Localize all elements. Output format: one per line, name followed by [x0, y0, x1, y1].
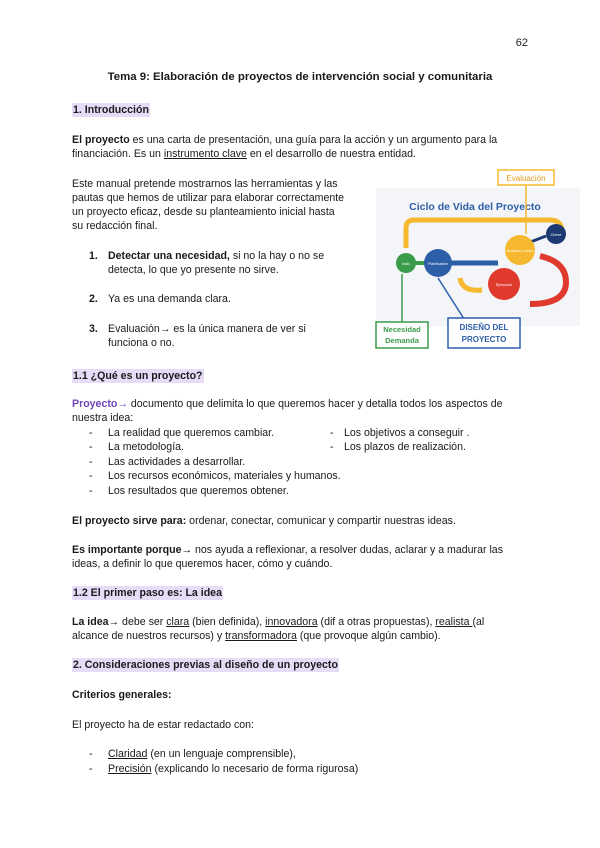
list-item: Claridad (en un lenguaje comprensible),	[108, 748, 296, 760]
bullet-dash: -	[89, 456, 93, 468]
bullet-dash: -	[330, 427, 334, 439]
list-number: 3.	[89, 323, 98, 335]
list-item: Los objetivos a conseguir .	[344, 427, 470, 439]
bullet-dash: -	[89, 748, 93, 760]
bullet-dash: -	[89, 427, 93, 439]
list-item: La metodología.	[108, 441, 184, 453]
list-item: Evaluación→ es la única manera de ver si	[108, 323, 306, 335]
list-item-continuation: funciona o no.	[108, 337, 175, 349]
list-item: Detectar una necesidad, si no la hay o no se	[108, 250, 325, 262]
bullet-dash: -	[89, 470, 93, 482]
cierre-label: Cierre	[550, 232, 562, 237]
diseno-label-1: DISEÑO DEL	[459, 323, 509, 332]
list-number: 1.	[89, 250, 98, 262]
inicio-label: Inicio	[401, 262, 411, 266]
list-item: Los plazos de realización.	[344, 441, 466, 453]
section-heading-que-es: 1.1 ¿Qué es un proyecto?	[73, 370, 203, 382]
diseno-label-2: PROYECTO	[461, 335, 507, 344]
list-item: Precisión (explicando lo necesario de forma rigurosa)	[108, 763, 359, 775]
sirve-para-paragraph: El proyecto sirve para: ordenar, conectar, comunicar y compartir nuestras ideas.	[72, 515, 456, 527]
criterios-intro: El proyecto ha de estar redactado con:	[72, 719, 254, 731]
intro-paragraph-line-1: El proyecto es una carta de presentación, una guía para la acción y un argumento para la	[72, 134, 498, 146]
page-title: Tema 9: Elaboración de proyectos de intervención social y comunitaria	[107, 71, 493, 83]
intro-paragraph-line-2: financiación. Es un instrumento clave en el desarrollo de nuestra entidad.	[72, 148, 416, 160]
list-item: Las actividades a desarrollar.	[108, 456, 246, 468]
bullet-dash: -	[330, 441, 334, 453]
bullet-dash: -	[89, 763, 93, 775]
list-number: 2.	[89, 293, 98, 305]
manual-paragraph-line: pautas que hemos de utilizar para elaborar correctamente	[72, 192, 345, 204]
list-item: La realidad que queremos cambiar.	[108, 427, 275, 439]
criterios-subheading: Criterios generales:	[72, 689, 172, 701]
proyecto-definition-line-2: nuestra idea:	[72, 412, 134, 424]
list-item: Los resultados que queremos obtener.	[108, 485, 289, 497]
evaluacion-label: Evaluación	[506, 174, 546, 183]
monitoreo-label: Monitoreo y control	[506, 249, 534, 253]
section-heading-consideraciones: 2. Consideraciones previas al diseño de un proyecto	[73, 659, 338, 671]
list-item: Ya es una demanda clara.	[108, 293, 231, 305]
bullet-dash: -	[89, 441, 93, 453]
section-heading-introduccion: 1. Introducción	[73, 104, 149, 116]
necesidad-label-1: Necesidad	[383, 325, 421, 334]
proyecto-definition-line-1: Proyecto→ documento que delimita lo que queremos hacer y detalla todos los aspectos de	[72, 398, 503, 410]
manual-paragraph-line: un proyecto eficaz, desde su planteamiento inicial hasta	[72, 206, 335, 218]
planificacion-label: Planificación	[428, 262, 448, 266]
importante-paragraph-line-2: ideas, a definir lo que queremos hacer, cómo y cuándo.	[72, 558, 333, 570]
necesidad-label-2: Demanda	[385, 336, 419, 345]
ejecucion-label: Ejecución	[495, 283, 513, 287]
diagram-title: Ciclo de Vida del Proyecto	[409, 201, 541, 213]
section-heading-primer-paso: 1.2 El primer paso es: La idea	[73, 587, 222, 599]
idea-paragraph-line-2: alcance de nuestros recursos) y transformadora (que provoque algún cambio).	[72, 630, 441, 642]
manual-paragraph-line: su redacción final.	[72, 220, 158, 232]
page-number: 62	[515, 37, 528, 49]
importante-paragraph-line-1: Es importante porque→ nos ayuda a reflexionar, a resolver dudas, aclarar y a madurar las	[72, 544, 503, 556]
idea-paragraph-line-1: La idea→ debe ser clara (bien definida), innovadora (dif a otras propuestas), realista (al	[72, 616, 485, 628]
manual-paragraph-line: Este manual pretende mostrarnos las herramientas y las	[72, 178, 338, 190]
list-item-continuation: detecta, lo que yo presente no sirve.	[108, 264, 279, 276]
bullet-dash: -	[89, 485, 93, 497]
list-item: Los recursos económicos, materiales y humanos.	[108, 470, 341, 482]
project-lifecycle-diagram	[370, 166, 582, 352]
